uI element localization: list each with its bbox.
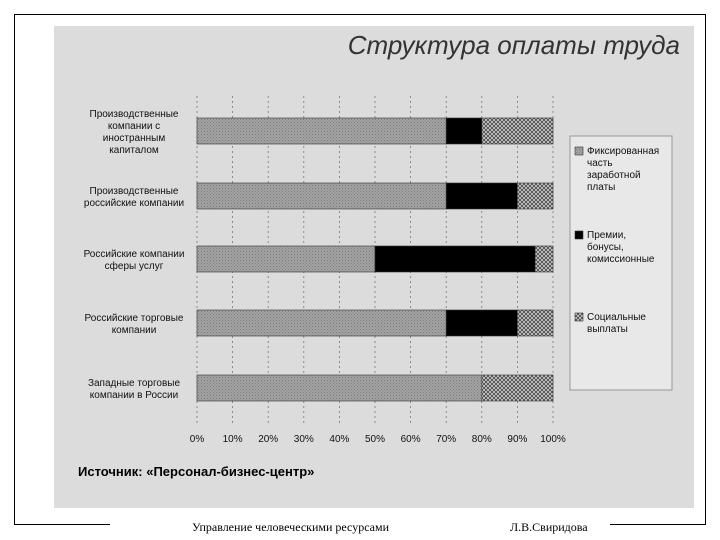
- frame-top-line: [14, 14, 706, 15]
- x-tick-label: 60%: [400, 434, 421, 445]
- legend-label-3: Социальные выплаты: [587, 312, 646, 335]
- bar-segment-2: [446, 310, 517, 336]
- legend-label-2: Премии, бонусы, комиссионные: [587, 230, 655, 265]
- chart: [54, 26, 694, 508]
- legend-swatch-1: [575, 147, 583, 155]
- bar-segment-2: [446, 118, 482, 144]
- x-tick-label: 10%: [222, 434, 243, 445]
- bar-segment-1: [197, 118, 446, 144]
- x-tick-label: 30%: [293, 434, 314, 445]
- legend-label-1: Фиксированная часть заработной платы: [587, 146, 660, 193]
- bar-segment-1: [197, 246, 375, 272]
- legend-swatch-3: [575, 313, 583, 321]
- footer-course-title: Управление человеческими ресурсами: [192, 520, 390, 534]
- category-label: Производственные компании с иностранным капиталом: [89, 109, 179, 156]
- x-tick-label: 70%: [436, 434, 457, 445]
- frame-left-line: [14, 14, 15, 524]
- footer-line-right: [610, 524, 706, 525]
- bar-segment-2: [446, 183, 517, 209]
- bar-segment-1: [197, 183, 446, 209]
- x-tick-label: 100%: [540, 434, 566, 445]
- bar-segment-1: [197, 310, 446, 336]
- chart-slide: [54, 26, 694, 508]
- bar-segment-3: [517, 183, 553, 209]
- bar-segment-3: [482, 375, 553, 401]
- category-label: Российские компании сферы услуг: [83, 249, 185, 272]
- x-tick-label: 20%: [258, 434, 279, 445]
- source-note: Источник: «Персонал-бизнес-центр»: [78, 464, 315, 479]
- legend-swatch-2: [575, 231, 583, 239]
- category-label: Производственные российские компании: [83, 186, 185, 209]
- bar-segment-3: [482, 118, 553, 144]
- x-tick-label: 50%: [364, 434, 386, 445]
- x-tick-label: 40%: [329, 434, 350, 445]
- bar-segment-2: [375, 246, 535, 272]
- footer-author: Л.В.Свиридова: [510, 520, 588, 534]
- bar-segment-3: [517, 310, 553, 336]
- footer-line-left: [14, 524, 110, 525]
- x-tick-label: 80%: [471, 434, 492, 445]
- frame-right-line: [705, 14, 706, 524]
- chart-title: Структура оплаты труда: [347, 30, 680, 60]
- bars: [197, 118, 553, 401]
- bar-segment-1: [197, 375, 482, 401]
- x-tick-label: 90%: [507, 434, 528, 445]
- x-tick-label: 0%: [189, 434, 205, 445]
- category-labels: [84, 109, 185, 401]
- category-label: Западные торговые компании в России: [87, 378, 181, 401]
- x-tick-labels: [190, 434, 566, 445]
- category-label: Российские торговые компании: [84, 313, 184, 336]
- bar-segment-3: [535, 246, 553, 272]
